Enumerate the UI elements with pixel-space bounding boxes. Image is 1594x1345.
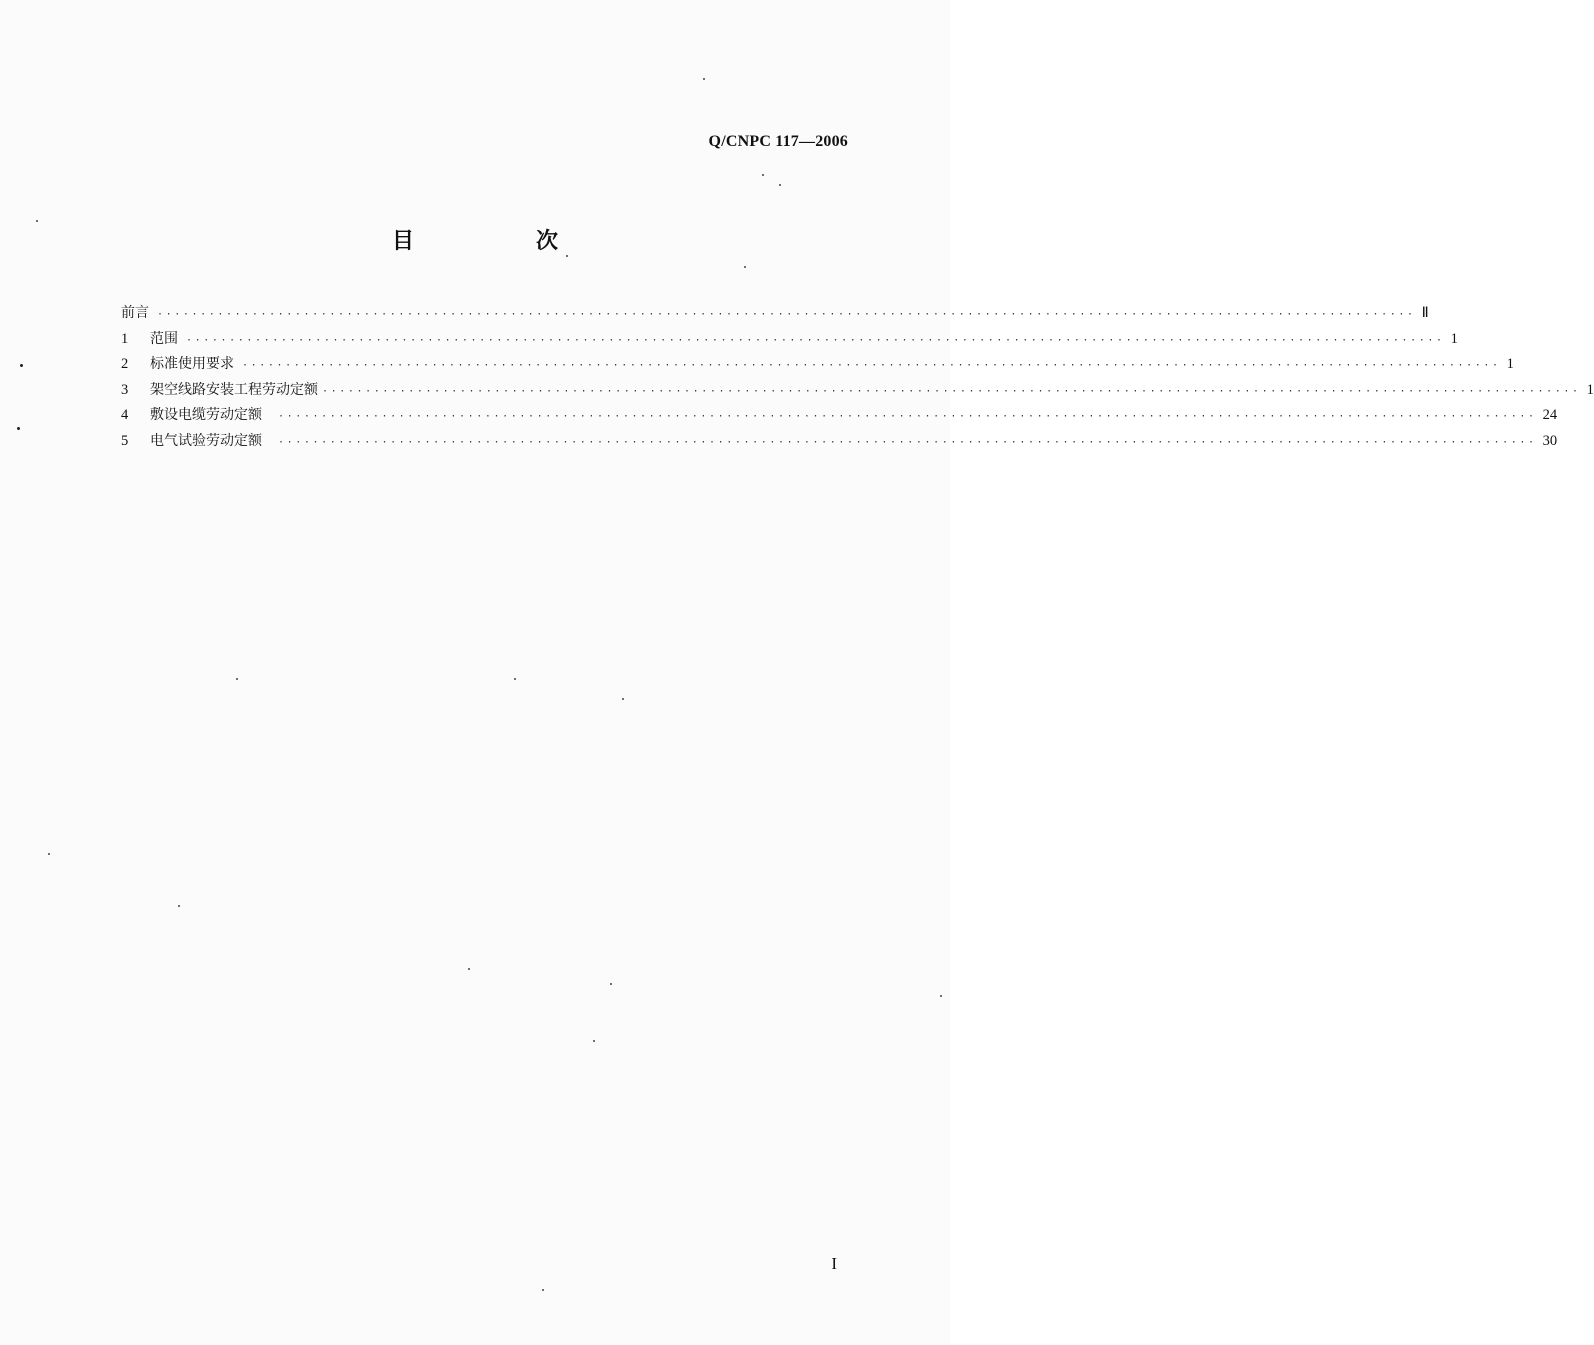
toc-entry-page: 24	[1542, 407, 1558, 423]
toc-entry-preface[interactable]	[121, 301, 1429, 327]
scan-speck	[17, 427, 20, 430]
scan-speck	[36, 220, 38, 222]
scan-speck	[610, 983, 612, 985]
toc-entry-page: 1	[1506, 356, 1514, 372]
scan-speck	[178, 905, 180, 907]
document-code: Q/CNPC 117—2006	[708, 133, 848, 150]
toc-entry-scope[interactable]	[121, 327, 1458, 353]
scan-speck	[20, 364, 23, 367]
toc-entry-label: 架空线路安装工程劳动定额	[150, 381, 318, 398]
toc-entry-cable-laying[interactable]	[121, 403, 1558, 429]
toc-entry-electrical-test[interactable]	[121, 429, 1558, 455]
toc-dot-leader: ··················································································································································	[157, 309, 1416, 320]
scan-speck	[468, 968, 470, 970]
toc-dot-leader: ··················································································································································	[242, 360, 1501, 371]
toc-dot-leader: ··················································································································································	[278, 436, 1537, 448]
toc-entry-label: 标准使用要求	[150, 356, 234, 372]
toc-title: 目 次	[391, 229, 608, 254]
toc-entry-number: 2	[121, 356, 129, 372]
scan-speck	[48, 853, 50, 855]
toc-entry-label: 电气试验劳动定额	[150, 432, 262, 449]
table-of-contents	[121, 301, 1594, 454]
toc-entry-page: 30	[1542, 432, 1558, 449]
toc-entry-label: 范围	[150, 330, 178, 347]
toc-dot-leader: ··················································································································································	[278, 411, 1537, 422]
scan-speck	[762, 174, 764, 176]
scan-speck	[779, 184, 781, 186]
toc-entry-number: 5	[121, 432, 129, 449]
scan-speck	[940, 995, 942, 997]
toc-entry-overhead-line[interactable]	[121, 378, 1594, 404]
toc-entry-page: Ⅱ	[1421, 305, 1429, 321]
scan-speck	[236, 678, 238, 680]
scan-speck	[744, 266, 746, 268]
toc-entry-label: 敷设电缆劳动定额	[150, 407, 262, 423]
scan-speck	[566, 255, 568, 257]
toc-dot-leader: ··················································································································································	[186, 334, 1445, 346]
scan-speck	[514, 678, 516, 680]
toc-entry-page: 1	[1450, 330, 1458, 347]
scan-speck	[622, 698, 624, 700]
page-number: I	[831, 1254, 837, 1273]
toc-entry-page: 1	[1586, 381, 1594, 398]
scan-speck	[542, 1289, 544, 1291]
toc-entry-number: 4	[121, 407, 129, 423]
toc-entry-number: 1	[121, 330, 129, 347]
scan-speck	[593, 1040, 595, 1042]
toc-entry-number: 3	[121, 381, 129, 398]
scan-speck	[703, 78, 705, 80]
toc-entry-usage-requirements[interactable]	[121, 352, 1514, 378]
toc-dot-leader: ··················································································································································	[322, 385, 1581, 397]
toc-entry-label: 前言	[121, 305, 149, 321]
